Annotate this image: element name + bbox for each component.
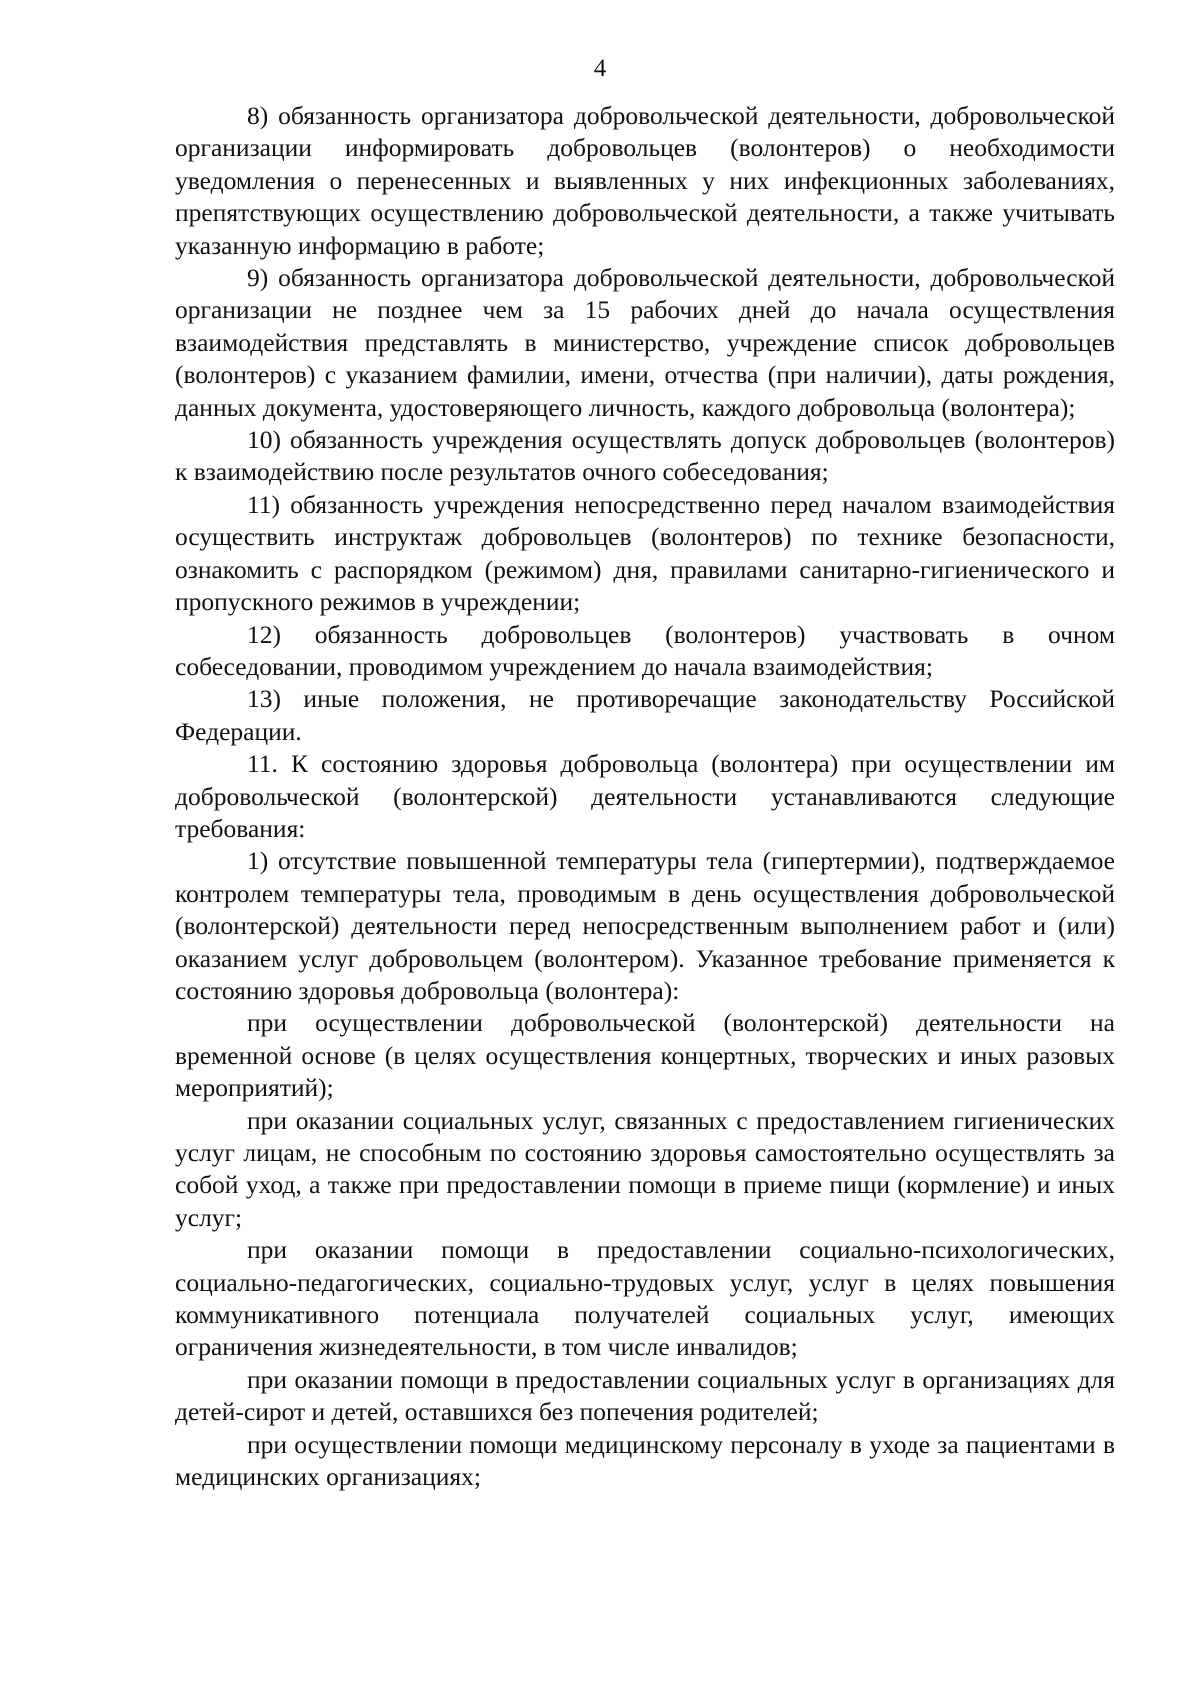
paragraph-item-10: 10) обязанность учреждения осуществлять допуск добровольцев (волонтеров) к взаимодействию после результатов очного собеседования; xyxy=(175,425,1115,487)
paragraph-item-11: 11) обязанность учреждения непосредственно перед началом взаимодействия осуществить инструктаж добровольцев (волонтеров) по технике безопасности, ознакомить с распорядком (режимом) дня, правилами санитарно-гигиенического и пропускного режимов в учреждении; xyxy=(175,489,1115,617)
page-number: 4 xyxy=(593,55,607,82)
paragraph-case-temporary-events: при осуществлении добровольческой (волонтерской) деятельности на временной основе (в целях осуществления концертных, творческих и иных разовых мероприятий); xyxy=(175,1008,1115,1103)
paragraph-case-medical-staff: при осуществлении помощи медицинскому персоналу в уходе за пациентами в медицинских организациях; xyxy=(175,1429,1115,1492)
paragraph-item-8: 8) обязанность организатора добровольческой деятельности, добровольческой организации информировать добровольцев (волонтеров) о необходимости уведомления о перенесенных и выявленных у них инфекционных заболеваниях, препятствующих осуществлению добровольческой деятельности, а также учитывать указанную информацию в работе; xyxy=(175,101,1115,260)
paragraph-case-social-psychological: при оказании помощи в предоставлении социально-психологических, социально-педагогических, социально-трудовых услуг, услуг в целях повышения коммуникативного потенциала получателей социальных услуг, имеющих ограничения жизнедеятельности, в том числе инвалидов; xyxy=(175,1235,1115,1362)
paragraph-item-13: 13) иные положения, не противоречащие законодательству Российской Федерации. xyxy=(175,684,1115,746)
paragraph-requirement-1: 1) отсутствие повышенной температуры тела (гипертермии), подтверждаемое контролем температуры тела, проводимым в день осуществления добровольческой (волонтерской) деятельности перед непосредственным выполнением работ и (или) оказанием услуг добровольцем (волонтером). Указанное требование применяется к состоянию здоровья добровольца (волонтера): xyxy=(175,846,1115,1005)
paragraph-item-9: 9) обязанность организатора добровольческой деятельности, добровольческой организации не позднее чем за 15 рабочих дней до начала осуществления взаимодействия представлять в министерство, учреждение список добровольцев (волонтеров) с указанием фамилии, имени, отчества (при наличии), даты рождения, данных документа, удостоверяющего личность, каждого добровольца (волонтера); xyxy=(175,263,1115,422)
document-body xyxy=(175,100,1115,1493)
paragraph-case-hygienic-services: при оказании социальных услуг, связанных с предоставлением гигиенических услуг лицам, не способным по состоянию здоровья самостоятельно осуществлять за собой уход, а также при предоставлении помощи в приеме пищи (кормление) и иных услуг; xyxy=(175,1105,1115,1232)
paragraph-section-11: 11. К состоянию здоровья добровольца (волонтера) при осуществлении им добровольческой (волонтерской) деятельности устанавливаются следующие требования: xyxy=(175,749,1115,843)
paragraph-case-orphan-organizations: при оказании помощи в предоставлении социальных услуг в организациях для детей-сирот и детей, оставшихся без попечения родителей; xyxy=(175,1364,1115,1427)
paragraph-item-12: 12) обязанность добровольцев (волонтеров) участвовать в очном собеседовании, проводимом учреждением до начала взаимодействия; xyxy=(175,619,1115,681)
